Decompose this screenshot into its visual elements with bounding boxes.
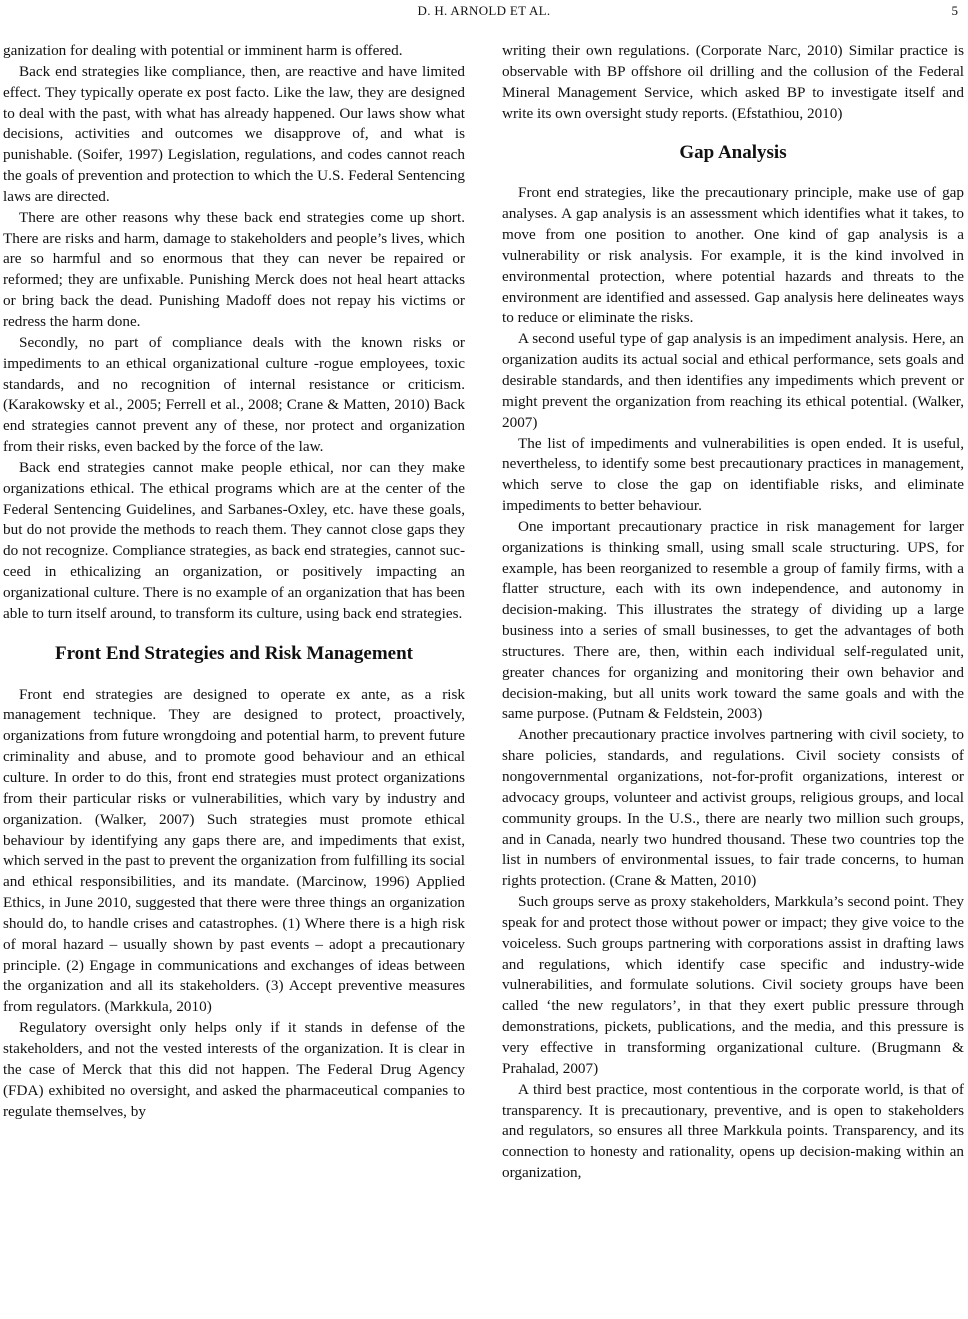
paragraph: writing their own regulations. (Corporate Narc, 2010) Similar practice is observable with BP offshore oil drilling and the collusion of the Federal Mineral Management Service, which asked BP to investigate itself and write its own oversight study reports. (Efstathiou, 2010) [502, 42, 964, 122]
paragraph: ganization for dealing with potential or imminent harm is offered. [3, 42, 403, 59]
paragraph: Secondly, no part of compliance deals with the known risks or impediments to an ethical organizational culture -rogue employees, toxic standards, and no recognition of internal resistance or criticism. (Karakowsky et al., 2005; Ferrell et al., 2008; Crane & Matten, 2010) Back end strategies cannot prevent any of these, nor protect and organization from their risks, even backed by the force of the law. [3, 333, 465, 456]
paragraph: The list of impediments and vulnerabilities is open ended. It is useful, nevertheless, to identify some best precautionary practices in management, which serve to close the gap on identifiable risks, and eliminate impediments to better behaviour. [502, 434, 964, 515]
running-head-author: D. H. ARNOLD ET AL. [417, 3, 551, 18]
page-number: 5 [951, 3, 958, 18]
left-column [3, 41, 465, 1122]
paragraph: Another precautionary practice involves partnering with civil society, to share policies, standards, and regulations. Civil society consists of nongovernmental organizations, not-for-profit organizations, interest or advocacy groups, volunteer and activist groups, religious groups, and local community groups. In the U.S., there are nearly two million such groups, and in Canada, nearly two hundred thousand. These two countries top the list in numbers of environmental issues, to fair trade concerns, to human rights protection. (Crane & Matten, 2010) [502, 726, 964, 890]
paragraph: One important precautionary practice in risk management for larger organizations is thinking small, using small scale structuring. UPS, for example, has been reorganized to resemble a group of family firms, with a flatter structure, each with its own independence, and autonomy in decision-making. This illustrates the strategy of dividing up a large business into a series of small businesses, to get the advantages of both structures. There are, then, within each individual self-regulated unit, greater chances for organizing and monitoring their own behavior and decision-making, but all units work toward the same goals and with the same purpose. (Putnam & Feldstein, 2003) [502, 517, 964, 723]
section-heading-front-end-strategies: Front End Strategies and Risk Management [54, 642, 414, 664]
paragraph: A second useful type of gap analysis is an impediment analysis. Here, an organization audits its actual social and ethical performance, sets goals and desirable standards, and then identifies any impediments which prevent or might prevent the organization from reaching its ethical potential. (Walker, 2007) [502, 330, 964, 431]
paragraph: Front end strategies are designed to operate ex ante, as a risk management technique. They are designed to protect, proactively, organizations from future wrongdoing and potential harm, to prevent future criminality and abuse, and to promote good behaviour and an ethical culture. In order to do this, front end strategies must protect organizations from their particular risks or vulnerabilities, which vary by industry and organization. (Walker, 2007) Such strategies must promote ethical behaviour by identifying any gaps there are, and impediments that exist, which served in the past to prevent the organization from fulfilling its social and ethical responsibilities, and its mandate. (Marcinow, 1996) Applied Ethics, in June 2010, suggested that there were three things an organization should do, to handle crises and catastrophes. (1) Where there is a high risk of moral hazard – usually shown by past events – adopt a precautionary principle. (2) Engage in communications and exchanges of ideas between the organization and all its stakeholders. (3) Accept preventive measures from regulators. (Markkula, 2010) [3, 685, 465, 1016]
paragraph: Back end strategies cannot make people ethical, nor can they make organizations ethical. The ethical programs which are at the center of the Federal Sentencing Guidelines, and Sarbanes-Oxley, etc. have these goals, but do not provide the methods to reach them. They cannot close gaps they do not recognize. Compliance strategies, as back end strategies, cannot succeed in ethicalizing an organization, or positively impacting an organizational culture. There is no example of an organization that has been able to turn itself around, to transform its culture, using back end strategies. [3, 458, 465, 622]
paragraph: Front end strategies, like the precautionary principle, make use of gap analyses. A gap analysis is an assessment which identifies what it takes, to move from one position to another. One kind of gap analysis is a vulnerability or risk analysis. For example, it is the kind involved in environmental protection, where potential hazards and threats to the environment are identified and assessed. Gap analysis here delineates ways to reduce or eliminate the risks. [502, 184, 964, 327]
right-column [502, 41, 964, 1184]
paragraph: Regulatory oversight only helps only if it stands in defense of the stakeholders, and not the vested interests of the organization. It is clear in the case of Merck that this did not happen. The Federal Drug Agency (FDA) exhibited no oversight, and asked the pharmaceutical companies to regulate themselves, by [3, 1019, 465, 1120]
section-heading-gap-analysis: Gap Analysis [679, 142, 787, 164]
paragraph: Such groups serve as proxy stakeholders, Markkula’s second point. They speak for and protect those without power or impact; they give voice to the voiceless. Such groups partnering with corporations assist in drafting laws and regulations, which identify case specific and industry-wide vulnerabilities, and formulate solutions. Civil society groups have been called ‘the new regulators’, in that they exert public pressure through demonstrations, pickets, publications, and the media, and this pressure is very effective in transforming organizational culture. (Brugmann & Prahalad, 2007) [502, 893, 964, 1077]
running-head [0, 0, 968, 22]
paragraph: A third best practice, most contentious in the corporate world, is that of transparency. It is precautionary, preventive, and is open to stakeholders and regulators, so ensures all three Markkula points. Transparency, and its connection to honesty and rationality, opens up decision-making within an organization, [502, 1080, 964, 1182]
paragraph: Back end strategies like compliance, then, are reactive and have limited effect. They typically operate ex post facto. Like the law, they are designed to deal with the past, with what has already happened. Our laws show what decisions, activities and outcomes we disapprove of, and what is punishable. (Soifer, 1997) Legislation, regulations, and codes cannot reach the goals of prevention and protection to which the U.S. Federal Sentencing laws are directed. [3, 62, 465, 205]
paragraph: There are other reasons why these back end strategies come up short. There are risks and harm, damage to stakeholders and people’s lives, which are so harmful and so enormous that they can never be repaired or reformed; they are unfixable. Punishing Merck does not heal heart attacks or bring back the dead. Punishing Madoff does not repay his victims or redress the harm done. [3, 208, 465, 330]
